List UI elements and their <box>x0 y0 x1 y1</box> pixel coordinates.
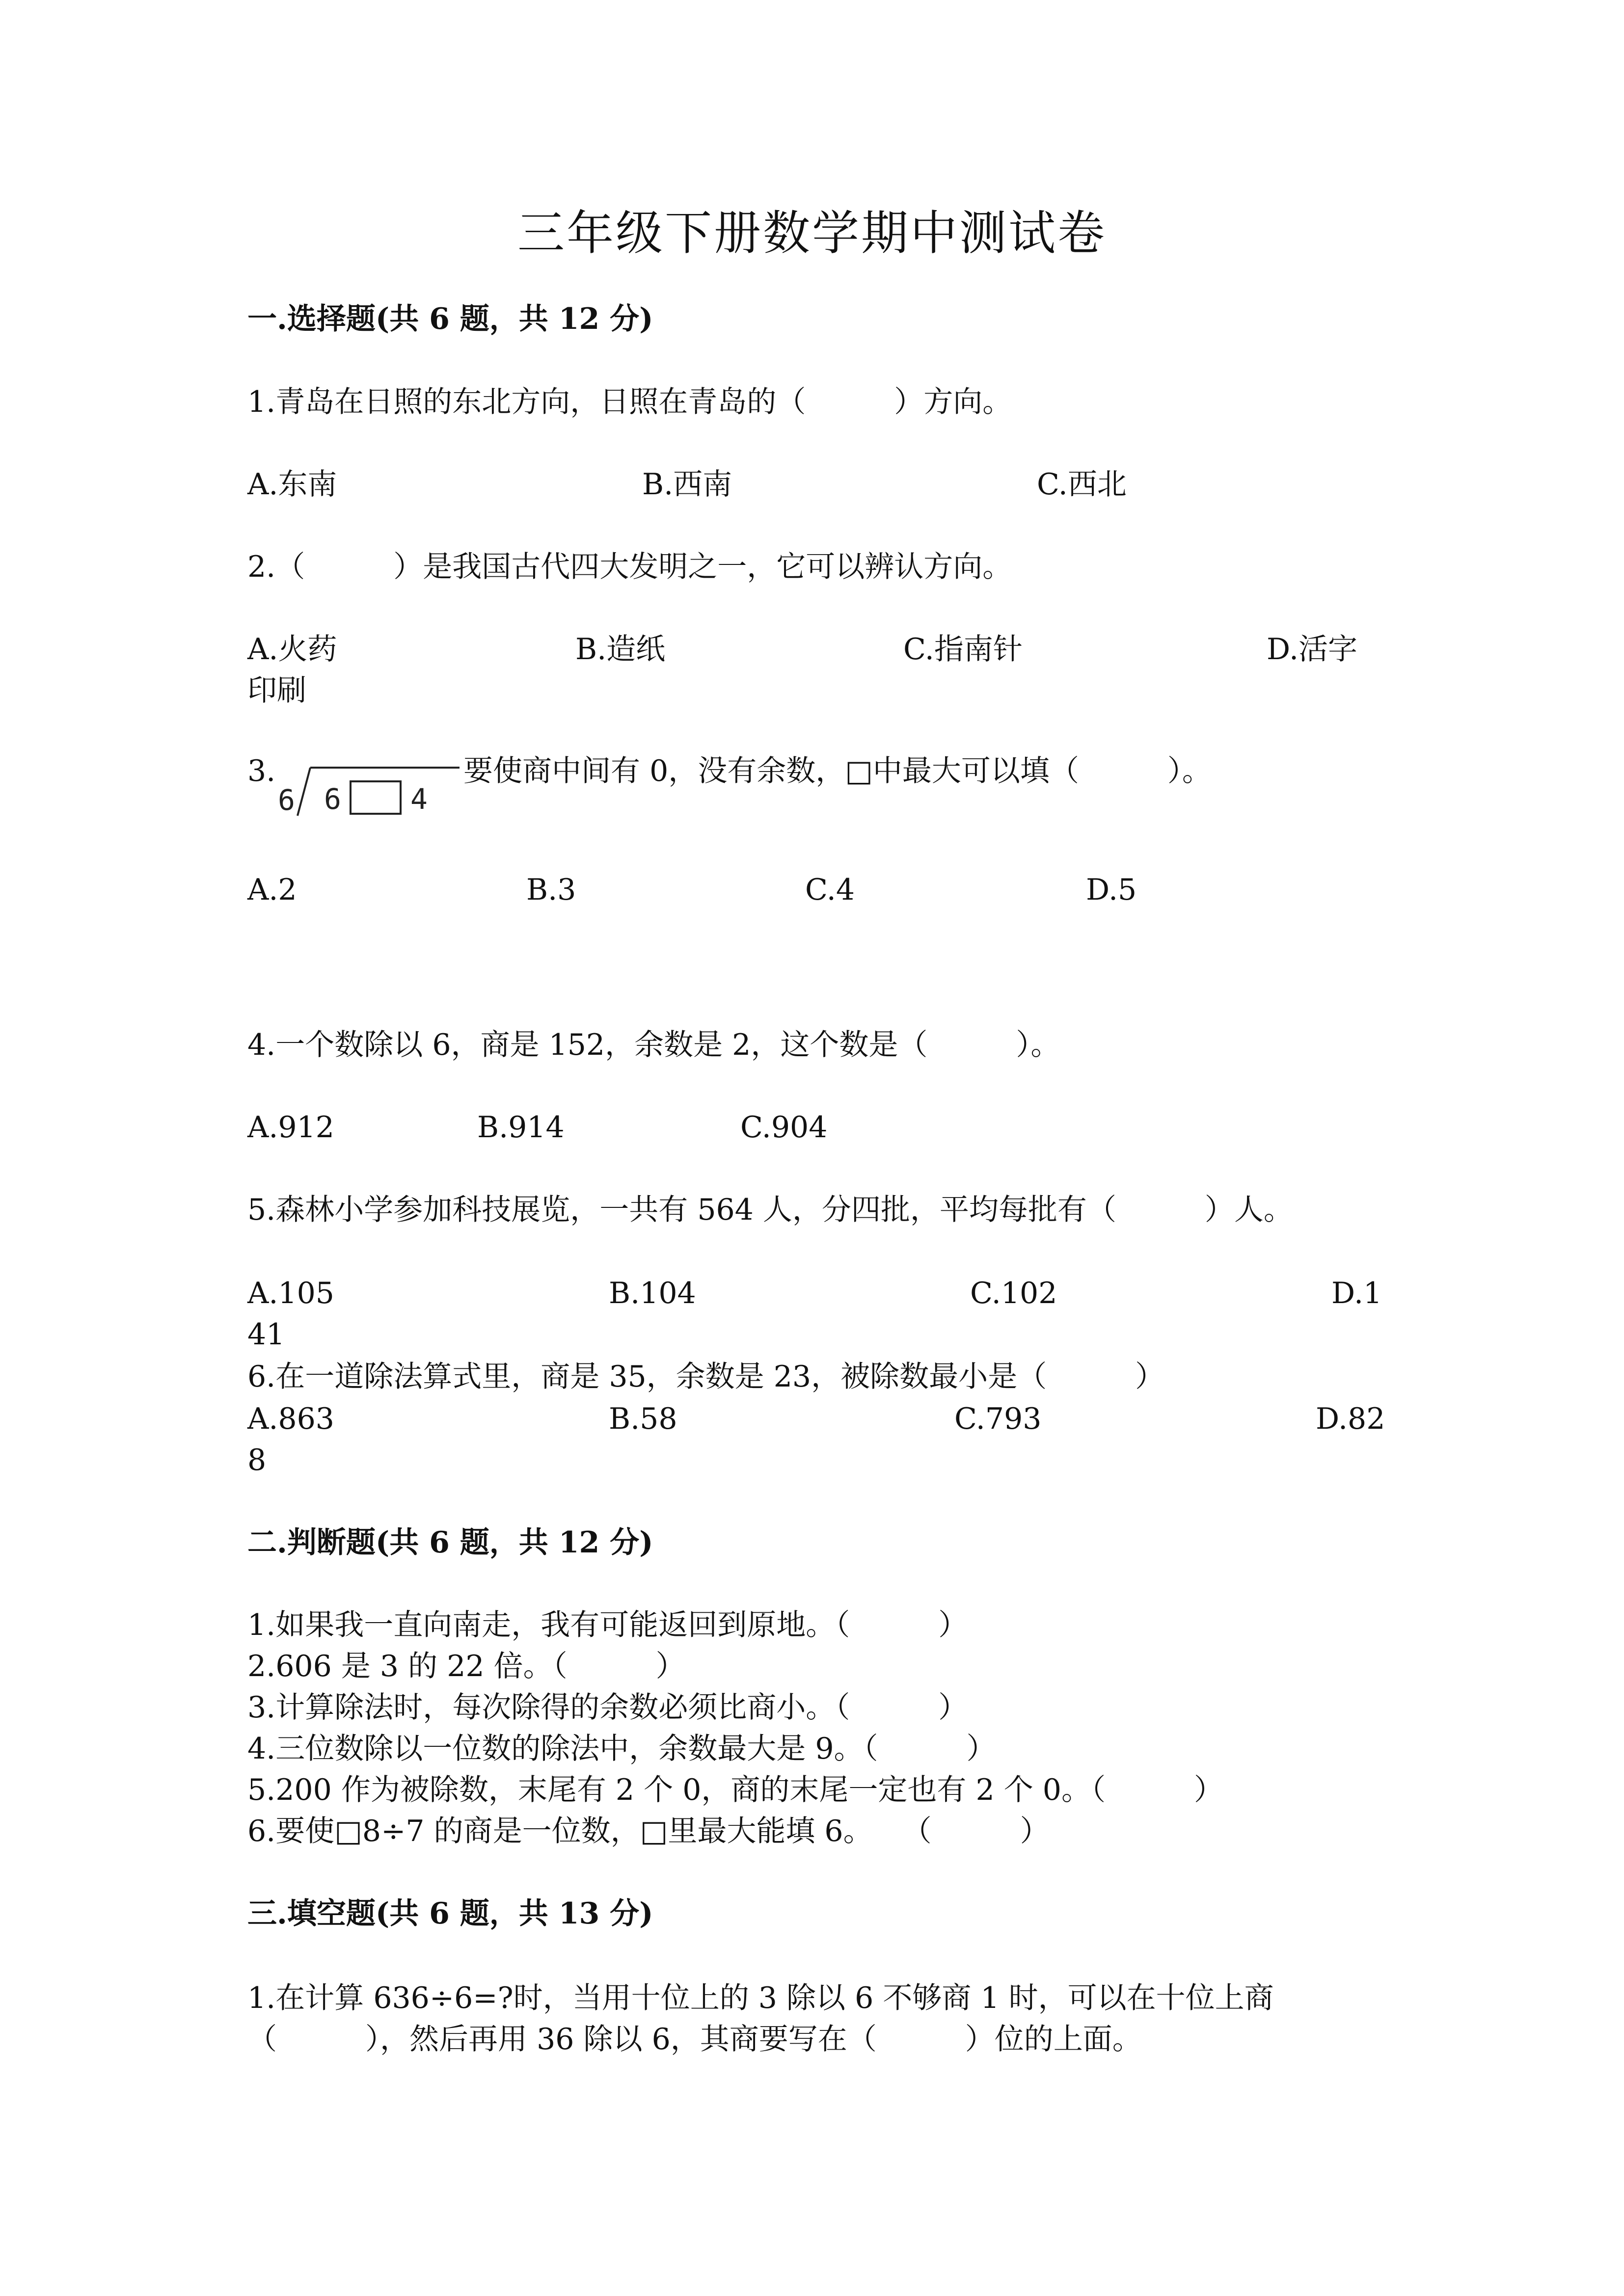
q1-3-option-b: B.3 <box>526 873 576 907</box>
q1-6-option-d-wrap: 8 <box>247 1443 267 1477</box>
question-1-1-stem: 1.青岛在日照的东北方向，日照在青岛的（ ）方向。 <box>247 385 1012 419</box>
q1-4-option-c: C.904 <box>740 1110 828 1145</box>
q1-2-option-d: D.活字 <box>1267 632 1358 667</box>
q1-1-option-a: A.东南 <box>247 467 337 502</box>
judge-item-3: 3.计算除法时，每次除得的余数必须比商小。（ ） <box>247 1690 968 1725</box>
section-2-heading: 二.判断题(共 6 题，共 12 分) <box>247 1525 653 1560</box>
q1-5-option-a: A.105 <box>247 1276 334 1310</box>
judge-item-6: 6.要使□8÷7 的商是一位数，□里最大能填 6。 （ ） <box>247 1814 1050 1848</box>
q1-2-option-b: B.造纸 <box>575 632 666 667</box>
q1-3-option-d: D.5 <box>1086 873 1137 907</box>
question-1-4-stem: 4.一个数除以 6，商是 152，余数是 2，这个数是（ ）。 <box>247 1028 1060 1062</box>
divisor-text: 6 <box>278 783 295 817</box>
q1-1-option-c: C.西北 <box>1037 467 1127 502</box>
section-3-heading: 三.填空题(共 6 题，共 13 分) <box>247 1896 653 1931</box>
question-1-3-number: 3. <box>247 754 276 788</box>
q1-2-option-d-wrap: 印刷 <box>247 673 306 708</box>
q1-4-option-a: A.912 <box>247 1110 334 1145</box>
section-1-heading: 一.选择题(共 6 题，共 12 分) <box>247 302 653 336</box>
q1-6-option-a: A.863 <box>247 1402 334 1436</box>
judge-item-1: 1.如果我一直向南走，我有可能返回到原地。（ ） <box>247 1608 968 1642</box>
question-1-6-stem: 6.在一道除法算式里，商是 35，余数是 23，被除数最小是（ ） <box>247 1360 1165 1394</box>
q1-3-option-a: A.2 <box>247 873 297 907</box>
q1-6-option-d: D.82 <box>1316 1402 1385 1436</box>
q1-2-option-a: A.火药 <box>247 632 337 667</box>
q1-2-option-c: C.指南针 <box>903 632 1023 667</box>
long-division-figure <box>275 755 461 819</box>
judge-item-4: 4.三位数除以一位数的除法中，余数最大是 9。（ ） <box>247 1732 996 1766</box>
q1-5-option-d-wrap: 41 <box>247 1317 285 1352</box>
q1-5-option-d: D.1 <box>1331 1276 1382 1310</box>
fill-question-1-line-2: （ ），然后再用 36 除以 6，其商要写在（ ）位的上面。 <box>247 2022 1142 2056</box>
q1-1-option-b: B.西南 <box>642 467 732 502</box>
fill-question-1-line-1: 1.在计算 636÷6=?时，当用十位上的 3 除以 6 不够商 1 时，可以在十位上商 <box>247 1981 1274 2015</box>
q1-5-option-c: C.102 <box>970 1276 1057 1310</box>
judge-item-5: 5.200 作为被除数，末尾有 2 个 0，商的末尾一定也有 2 个 0。（ ） <box>247 1773 1223 1807</box>
q1-3-option-c: C.4 <box>805 873 855 907</box>
dividend-digit-3: 4 <box>410 782 428 816</box>
blank-digit-box <box>351 781 401 814</box>
question-1-5-stem: 5.森林小学参加科技展览，一共有 564 人，分四批，平均每批有（ ）人。 <box>247 1193 1293 1227</box>
q1-4-option-b: B.914 <box>477 1110 565 1145</box>
q1-6-option-b: B.58 <box>609 1402 677 1436</box>
page-title: 三年级下册数学期中测试卷 <box>517 206 1107 261</box>
division-bracket-line <box>298 768 310 816</box>
q1-5-option-b: B.104 <box>609 1276 696 1310</box>
dividend-digit-1: 6 <box>324 782 341 816</box>
judge-item-2: 2.606 是 3 的 22 倍。（ ） <box>247 1649 685 1683</box>
q1-6-option-c: C.793 <box>954 1402 1042 1436</box>
question-1-2-stem: 2.（ ）是我国古代四大发明之一，它可以辨认方向。 <box>247 550 1012 584</box>
question-1-3-stem: 要使商中间有 0，没有余数，□中最大可以填（ ）。 <box>463 754 1212 788</box>
